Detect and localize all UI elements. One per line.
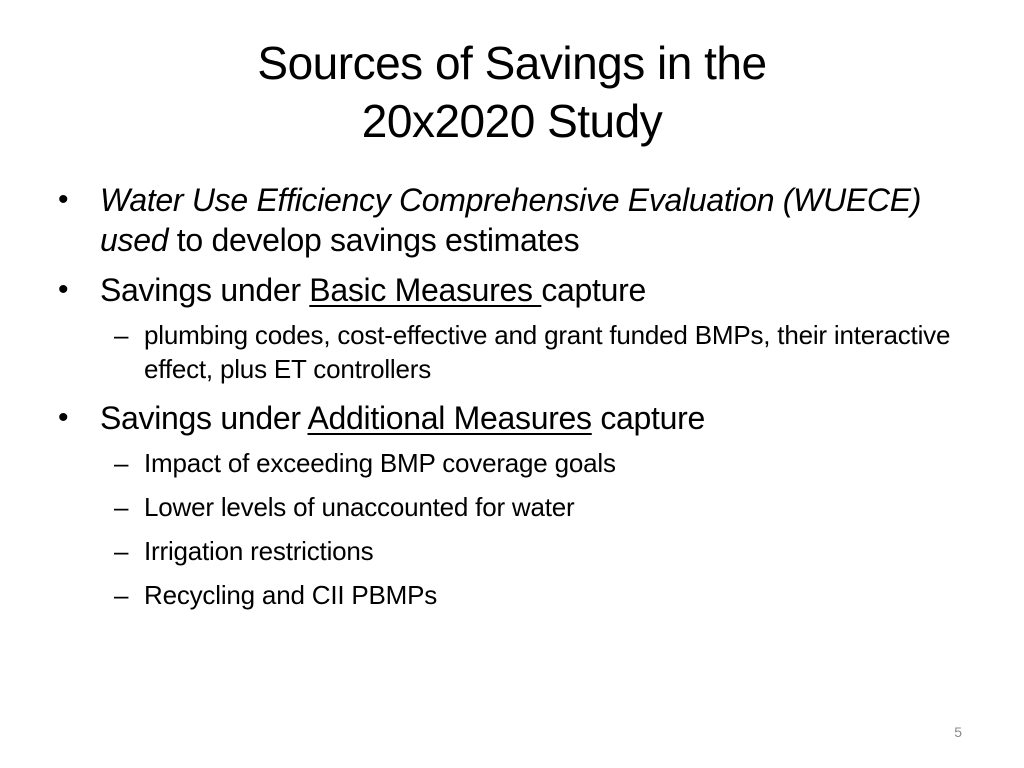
sub-item-irrigation [56,534,956,568]
sub-item-text: Lower levels of unaccounted for water [144,492,575,522]
dash-icon: – [114,448,129,478]
bullet-item-basic-measures [56,270,956,310]
page-number: 5 [954,724,962,740]
sub-item-text: plumbing codes, cost-effective and grant funded BMPs, their interactive effect, plus ET controllers [144,320,951,384]
bullet-underlined-text: Additional Measures [307,400,592,436]
dash-icon: – [114,536,129,566]
bullet-dot-icon: • [58,183,69,216]
sub-item-text: Irrigation restrictions [144,536,374,566]
sub-item-text: Impact of exceeding BMP coverage goals [144,448,616,478]
sub-item-recycling [56,578,956,612]
bullet-prefix: Savings under [100,272,310,308]
bullet-dot-icon: • [58,273,69,306]
sub-item-text: Recycling and CII PBMPs [144,580,438,610]
sub-item-plumbing-codes [56,318,956,386]
sub-item-unaccounted-water [56,490,956,524]
bullet-suffix: capture [591,400,705,436]
bullet-prefix: Savings under [100,400,308,436]
dash-icon: – [114,320,129,350]
dash-icon: – [114,580,129,610]
sub-item-bmp-coverage [56,446,956,480]
bullet-italic-text: Water Use Efficiency Comprehensive Evaluation (WUECE) used [100,182,922,258]
bullet-text: to develop savings estimates [168,222,580,258]
bullet-list [56,180,956,612]
title-line-1: Sources of Savings in the [257,37,767,89]
slide-title [0,34,1024,150]
bullet-item-additional-measures [56,398,956,438]
title-line-2: 20x2020 Study [361,95,663,147]
dash-icon: – [114,492,129,522]
bullet-item-wuece [56,180,956,260]
bullet-underlined-text: Basic Measures [309,272,542,308]
bullet-dot-icon: • [58,401,69,434]
bullet-suffix: capture [541,272,646,308]
